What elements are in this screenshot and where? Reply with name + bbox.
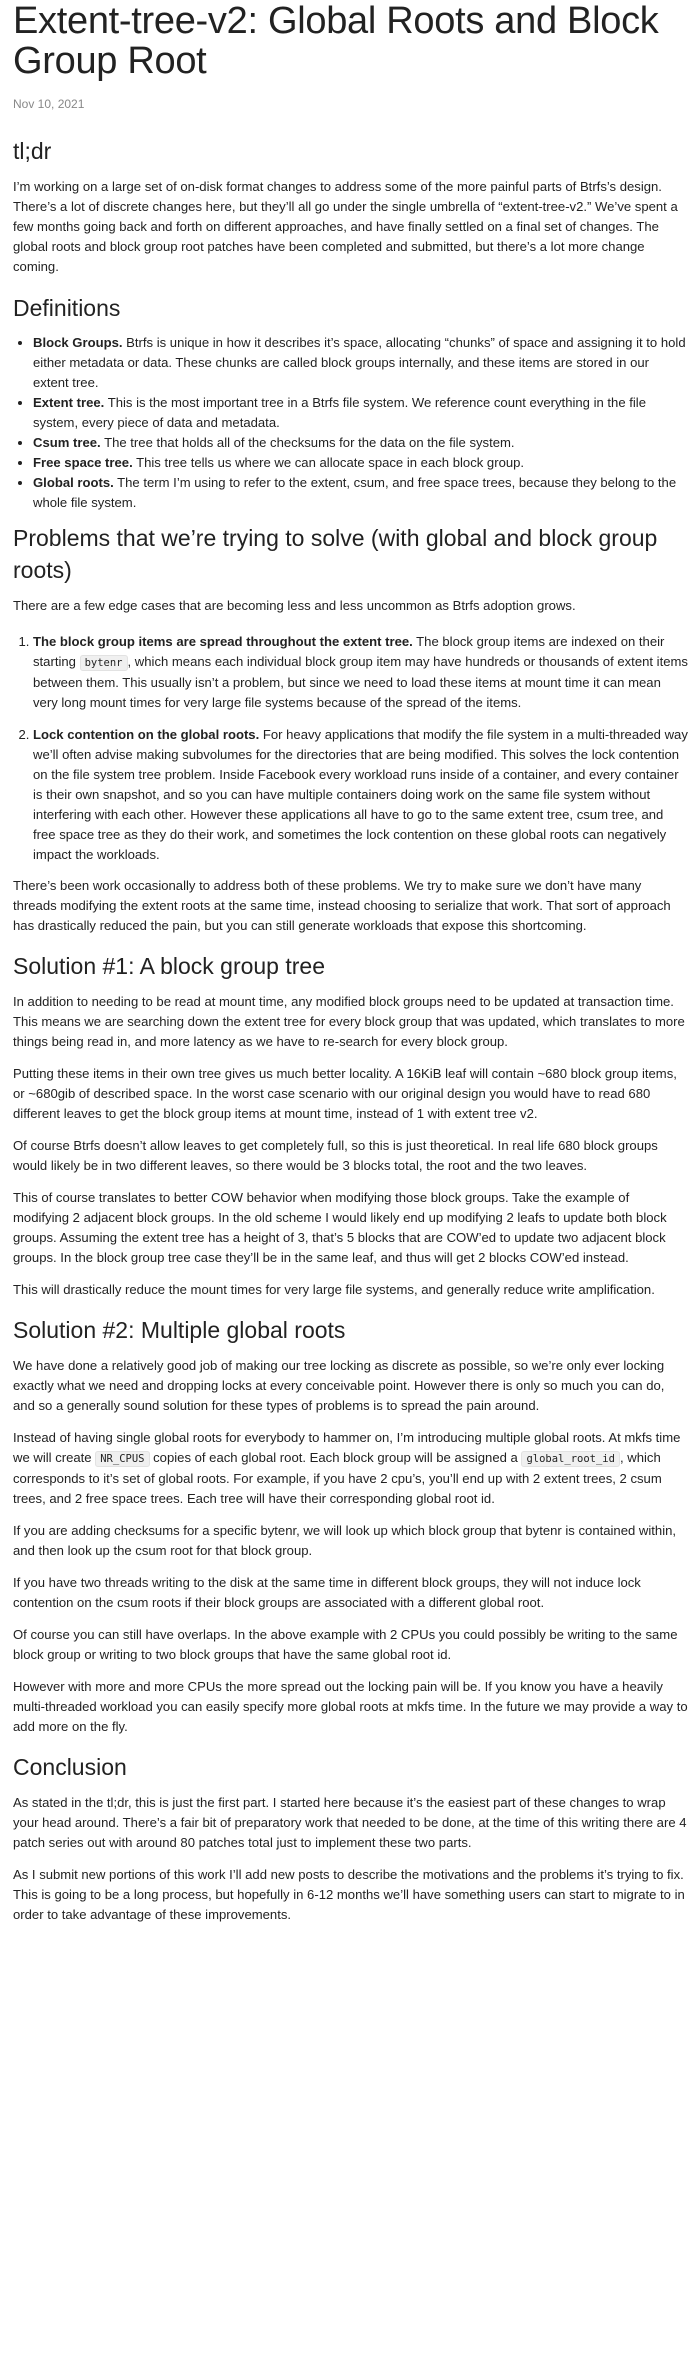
definitions-list [13,333,688,513]
definition-block-groups: • Block Groups. Btrfs is unique in how it describes it’s space, allocating “chunks” of space and assigning it to hold either metadata or data. These chunks are called block groups internally, and these items are stored in our extent tree. [33,333,688,393]
post-title: Extent-tree-v2: Global Roots and Block Group Root [13,0,659,82]
solution2-p6: However with more and more CPUs the more spread out the locking pain will be. If you know you have a heavily multi-threaded workload you can easily specify more global roots at mkfs time. In the future we may provide a way to add more on the fly. [13,1679,688,1734]
definition-free-space-tree: • Free space tree. This tree tells us where we can allocate space in each block group. [33,453,688,473]
definition-extent-tree: • Extent tree. This is the most important tree in a Btrfs file system. We reference count everything in the file system, every piece of data and metadata. [33,393,688,433]
solution2-heading: Solution #2: Multiple global roots [13,1317,346,1343]
solution2-p4: If you have two threads writing to the disk at the same time in different block groups, they will not induce lock contention on the csum roots if their block groups are associated with a different global root. [13,1575,641,1610]
definition-global-roots: • Global roots. The term I’m using to refer to the extent, csum, and free space trees, because they belong to the whole file system. [33,473,688,513]
solution1-p1: In addition to needing to be read at mount time, any modified block groups need to be updated at transaction time. This means we are searching down the extent tree for every block group that was updated, which translates to more things being read in, and more latency as we have to re-search for every block group. [13,994,685,1049]
problems-heading: Problems that we’re trying to solve (with global and block group roots) [13,525,658,583]
conclusion-p1: As stated in the tl;dr, this is just the first part. I started here because it’s the easiest part of these changes to wrap your head around. There’s a fair bit of preparatory work that needed to be done, at the time of this writing there are 4 patch series out with around 80 patches total just to implement these two parts. [13,1795,687,1850]
solution2-p5: Of course you can still have overlaps. In the above example with 2 CPUs you could possibly be writing to the same block group or writing to two block groups that have the same global root id. [13,1627,678,1662]
post-date: Nov 10, 2021 [13,97,85,111]
conclusion-heading: Conclusion [13,1754,127,1780]
definition-csum-tree: • Csum tree. The tree that holds all of the checksums for the data on the file system. [33,433,688,453]
conclusion-p2: As I submit new portions of this work I’ll add new posts to describe the motivations and the problems it’s trying to fix. This is going to be a long process, but hopefully in 6-12 months we’ll have something users can start to migrate to in order to take advantage of these improvements. [13,1867,685,1922]
solution2-p2: Instead of having single global roots for everybody to hammer on, I’m introducing multiple global roots. At mkfs time we will create NR_CPUS copies of each global root. Each block group will be assigned a global_root_id , which corresponds to it’s set of global roots. For example, if you have 2 cpu’s, you’ll end up with 2 extent trees, 2 csum trees, and 2 free space trees. Each tree will have their corresponding global root id. [13,1430,681,1506]
solution2-p1: We have done a relatively good job of making our tree locking as discrete as possible, so we’re only ever locking exactly what we need and dropping locks at every conceivable point. However there is only so much you can do, and so a generally sound solution for these types of problems is to spread the pain around. [13,1358,665,1413]
solution1-p3: Of course Btrfs doesn’t allow leaves to get completely full, so this is just theoretical. In real life 680 block groups would likely be in two different leaves, so there would be 3 blocks total, the root and the two leaves. [13,1138,658,1173]
problem-lock-contention: 2. Lock contention on the global roots. For heavy applications that modify the file system in a multi-threaded way we’ll often advise making subvolumes for the directories that are being modified. This solves the lock contention on the file system tree problem. Inside Facebook every workload runs inside of a container, and every container is their own snapshot, and so you can have multiple containers doing work on the same file system without interfering with each other. However these applications all have to go to the same extent tree, csum tree, and free space tree as they do their work, and sometimes the lock contention on these global roots can negatively impact the workloads. [33,725,688,865]
solution1-heading: Solution #1: A block group tree [13,953,325,979]
problems-outro: There’s been work occasionally to address both of these problems. We try to make sure we don’t have many threads modifying the extent roots at the same time, instead choosing to serialize that work. That sort of approach has drastically reduced the pain, but you can still generate workloads that expose this shortcoming. [13,878,671,933]
tldr-heading: tl;dr [13,138,52,164]
problem-block-group-items: 1. The block group items are spread throughout the extent tree. The block group items are indexed on their starting bytenr , which means each individual block group item may have hundreds or thousands of extent items between them. This usually isn’t a problem, but since we need to load these items at mount time it can mean very long mount times for very large file systems because of the spread of the items. [33,632,688,713]
problems-intro: There are a few edge cases that are becoming less and less uncommon as Btrfs adoption grows. [13,598,576,613]
problems-list [13,632,688,865]
solution2-p3: If you are adding checksums for a specific bytenr, we will look up which block group that bytenr is contained within, and then look up the csum root for that block group. [13,1523,677,1558]
definitions-heading: Definitions [13,295,121,321]
solution1-p4: This of course translates to better COW behavior when modifying those block groups. Take the example of modifying 2 adjacent block groups. In the old scheme I would likely end up modifying 2 leafs to update both block groups. Assuming the extent tree has a height of 3, that’s 5 blocks that are COW’ed to update two adjacent block groups. In the block group tree case they’ll be in the same leaf, and thus will get 2 blocks COW’ed instead. [13,1190,667,1265]
code-bytenr: bytenr [80,655,128,671]
code-global-root-id: global_root_id [521,1451,620,1467]
tldr-paragraph: I’m working on a large set of on-disk format changes to address some of the more painful parts of Btrfs’s design. There’s a lot of discrete changes here, but they’ll all go under the single umbrella of “extent-tree-v2.” We’ve spent a few months going back and forth on different approaches, and have finally settled on a final set of changes. The global roots and block group root patches have been completed and submitted, but there’s a lot more change coming. [13,179,678,274]
solution1-p5: This will drastically reduce the mount times for very large file systems, and generally reduce write amplification. [13,1282,655,1297]
code-nr-cpus: NR_CPUS [95,1451,149,1467]
solution1-p2: Putting these items in their own tree gives us much better locality. A 16KiB leaf will contain ~680 block group items, or ~680gib of described space. In the worst case scenario with our original design you would have to read 680 different leaves to get the block group items at mount time, instead of 1 with extent tree v2. [13,1066,677,1121]
